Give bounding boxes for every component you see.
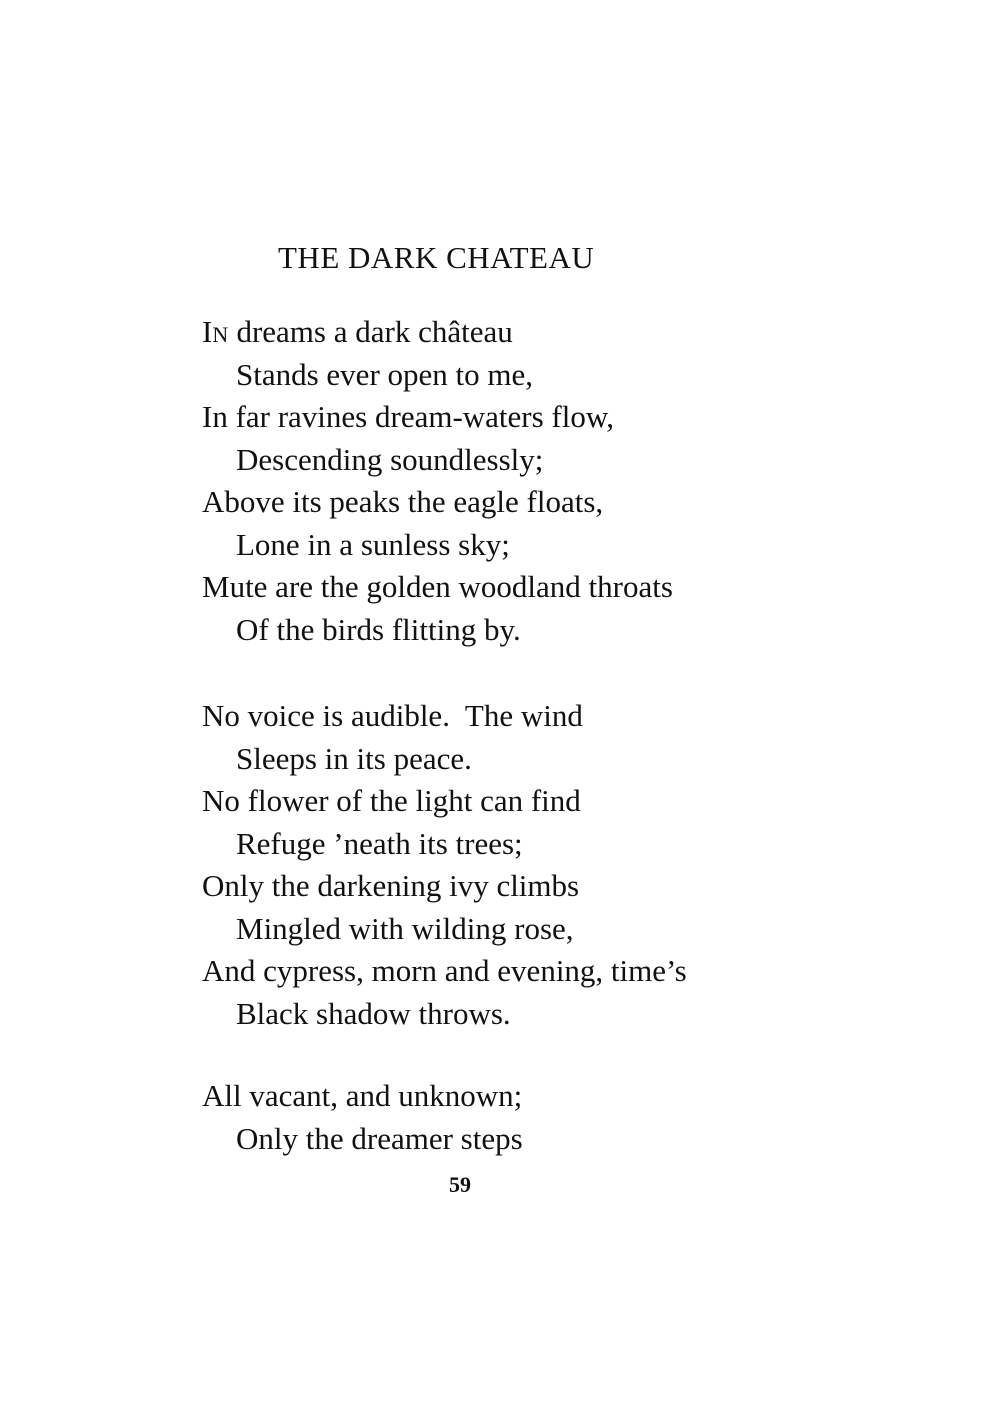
poem-line: Only the dreamer steps (236, 1120, 523, 1156)
poem-line: Sleeps in its peace. (236, 740, 472, 776)
poem-line: Descending soundlessly; (236, 441, 544, 477)
poem-line: No voice is audible. The wind (202, 698, 583, 733)
poem-title: THE DARK CHATEAU (278, 240, 595, 275)
small-caps-letter: N (212, 322, 229, 347)
stanza-3 (202, 1075, 523, 1160)
opening-line-text: dreams a dark château (228, 314, 513, 349)
poem-line: Above its peaks the eagle floats, (202, 484, 604, 519)
stanza-2 (202, 695, 687, 1035)
poem-line-opening (202, 311, 673, 354)
poem-line: All vacant, and unknown; (202, 1078, 523, 1113)
poem-line: No flower of the light can find (202, 783, 581, 818)
poem-line: Refuge ’neath its trees; (236, 825, 523, 861)
poem-line: In far ravines dream-waters flow, (202, 399, 614, 434)
poem-line: Mute are the golden woodland throats (202, 569, 673, 604)
drop-cap-letter: I (202, 314, 213, 349)
stanza-1 (202, 311, 673, 651)
poem-line: Mingled with wilding rose, (236, 910, 574, 946)
poem-line: And cypress, morn and evening, time’s (202, 953, 687, 988)
poem-line: Of the birds flitting by. (236, 611, 521, 647)
poem-line: Black shadow throws. (236, 995, 511, 1031)
poem-line: Only the darkening ivy climbs (202, 868, 580, 903)
poem-line: Lone in a sunless sky; (236, 526, 510, 562)
page-number: 59 (449, 1172, 471, 1197)
poem-line: Stands ever open to me, (236, 356, 534, 392)
